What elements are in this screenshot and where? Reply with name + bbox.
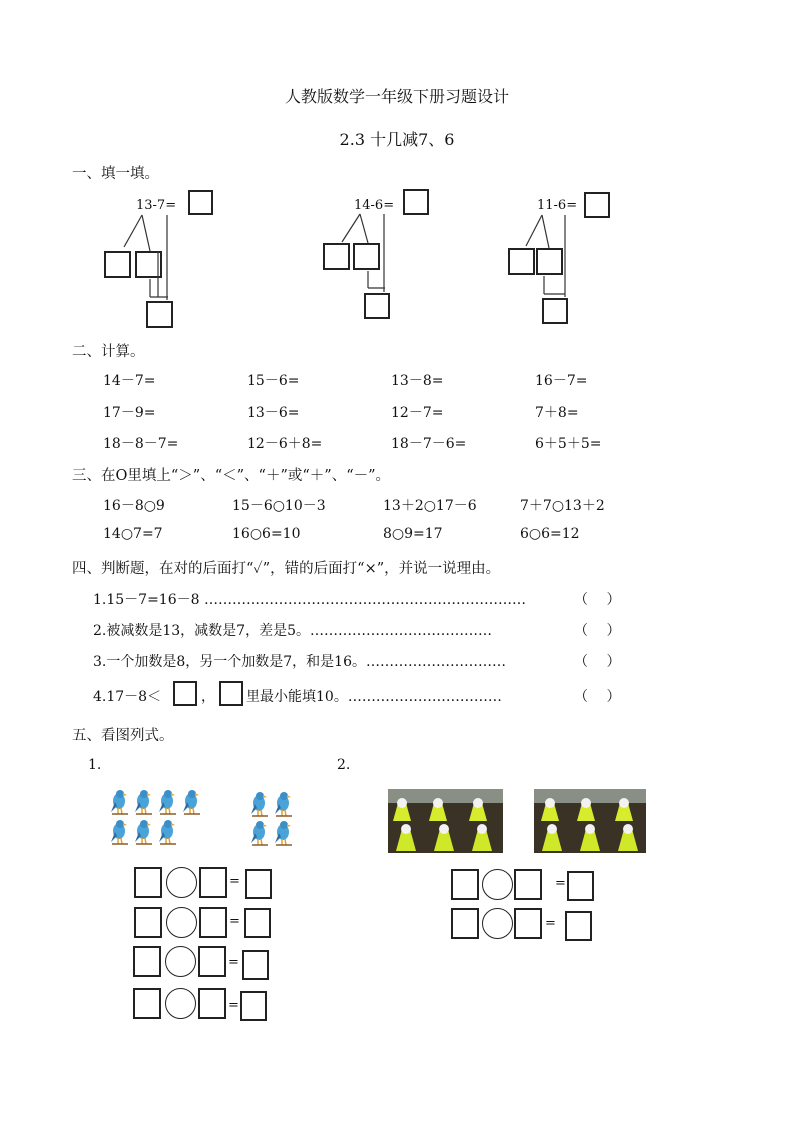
- compare-item: 6○6=12: [520, 526, 580, 542]
- calc-item: 14－7=: [103, 373, 156, 389]
- decompose-problem-1: 13-7=: [136, 198, 177, 213]
- number-box[interactable]: [199, 867, 227, 898]
- decompose-problem-3: 11-6=: [537, 198, 578, 213]
- calc-item: 17－9=: [103, 405, 156, 421]
- compare-item: 16○6=10: [232, 526, 301, 542]
- judge-answer-paren[interactable]: （ ）: [574, 592, 621, 608]
- judge-item-1: 1.15－7=16－8 ……………………………………………………………: [93, 592, 526, 608]
- operator-circle[interactable]: [482, 908, 513, 939]
- compare-item: 14○7=7: [103, 526, 163, 542]
- calc-item: 13－8=: [391, 373, 444, 389]
- calc-item: 7＋8=: [535, 405, 579, 421]
- section-1-heading: 一、填一填。: [72, 166, 159, 182]
- calc-item: 16－7=: [535, 373, 588, 389]
- fill-box[interactable]: [219, 681, 243, 706]
- section-2-heading: 二、计算。: [72, 344, 145, 360]
- equals-sign: =: [229, 914, 240, 929]
- number-box[interactable]: [451, 869, 479, 900]
- section-5-heading: 五、看图列式。: [72, 728, 174, 744]
- calc-item: 6＋5＋5=: [535, 436, 602, 452]
- decompose-problem-2: 14-6=: [354, 198, 395, 213]
- compare-item: 8○9=17: [383, 526, 443, 542]
- number-box[interactable]: [198, 988, 226, 1019]
- shuttlecock-photo: [388, 789, 503, 853]
- equals-sign: =: [555, 876, 566, 891]
- result-box[interactable]: [245, 869, 272, 899]
- result-box[interactable]: [240, 991, 267, 1021]
- operator-circle[interactable]: [166, 867, 197, 898]
- operator-circle[interactable]: [482, 869, 513, 900]
- calc-item: 12－7=: [391, 405, 444, 421]
- calc-item: 18－8－7=: [103, 436, 179, 452]
- equals-sign: =: [228, 955, 239, 970]
- result-box[interactable]: [242, 950, 269, 980]
- compare-item: 13＋2○17－6: [383, 498, 477, 514]
- judge-item-4-comma: ，: [201, 689, 215, 705]
- number-box[interactable]: [199, 907, 227, 938]
- fill-box[interactable]: [173, 681, 197, 706]
- number-box[interactable]: [134, 867, 162, 898]
- calc-item: 13－6=: [247, 405, 300, 421]
- judge-item-4-part-c: 里最小能填10。……………………………: [246, 689, 502, 705]
- judge-answer-paren[interactable]: （ ）: [574, 623, 621, 639]
- page-subtitle: 2.3 十几减7、6: [339, 130, 455, 149]
- equals-sign: =: [229, 874, 240, 889]
- number-box[interactable]: [451, 908, 479, 939]
- judge-answer-paren[interactable]: （ ）: [574, 654, 621, 670]
- number-box[interactable]: [134, 907, 162, 938]
- page-title: 人教版数学一年级下册习题设计: [284, 87, 509, 106]
- result-box[interactable]: [244, 908, 271, 938]
- compare-item: 15－6○10－3: [232, 498, 326, 514]
- result-box[interactable]: [567, 871, 594, 901]
- operator-circle[interactable]: [166, 907, 197, 938]
- result-box[interactable]: [565, 911, 592, 941]
- number-box[interactable]: [198, 946, 226, 977]
- parrot-illustration: [108, 788, 308, 854]
- number-box[interactable]: [133, 988, 161, 1019]
- judge-item-3: 3.一个加数是8，另一个加数是7，和是16。…………………………: [93, 654, 506, 670]
- operator-circle[interactable]: [165, 946, 196, 977]
- compare-item: 16－8○9: [103, 498, 165, 514]
- equals-sign: =: [228, 998, 239, 1013]
- picture-problem-1-label: 1.: [88, 757, 102, 773]
- judge-item-4-part-a: 4.17－8＜: [93, 689, 162, 705]
- section-4-heading: 四、判断题，在对的后面打“✓”，错的后面打“×”，并说一说理由。: [72, 561, 501, 577]
- equals-sign: =: [545, 916, 556, 931]
- calc-item: 18－7－6=: [391, 436, 467, 452]
- judge-answer-paren[interactable]: （ ）: [574, 689, 621, 705]
- calc-item: 15－6=: [247, 373, 300, 389]
- number-box[interactable]: [514, 908, 542, 939]
- section-3-heading: 三、在O里填上“＞”、“＜”、“＋”或“＋”、“－”。: [72, 468, 391, 484]
- shuttlecock-photo: [534, 789, 646, 853]
- number-box[interactable]: [514, 869, 542, 900]
- judge-item-2: 2.被减数是13，减数是7，差是5。…………………………………: [93, 623, 492, 639]
- number-box[interactable]: [133, 946, 161, 977]
- operator-circle[interactable]: [165, 988, 196, 1019]
- calc-item: 12－6＋8=: [247, 436, 323, 452]
- picture-problem-2-label: 2.: [337, 757, 351, 773]
- compare-item: 7＋7○13＋2: [520, 498, 605, 514]
